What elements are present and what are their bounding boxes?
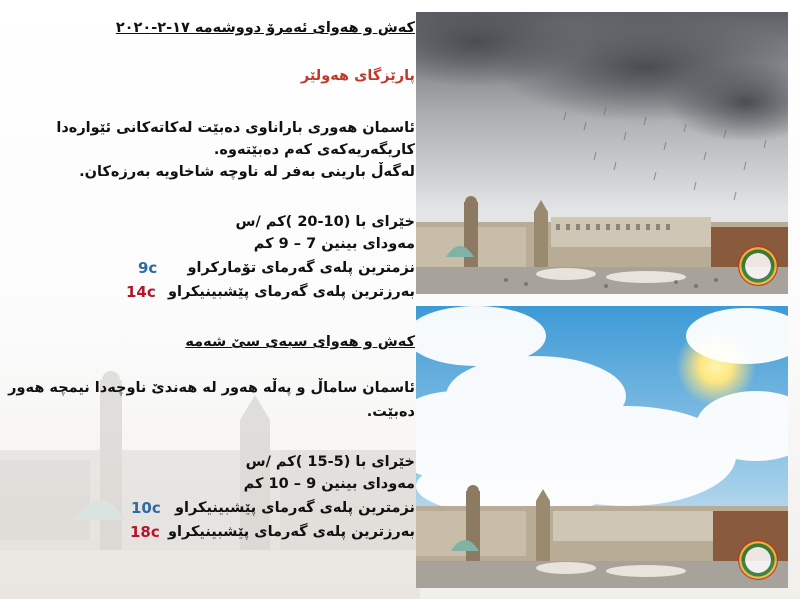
tomorrow-desc-line-1: ئاسمان ساماڵ و پەڵە هەور لە هەندێ ناوچەدا نیمچە هەور xyxy=(8,380,415,396)
tomorrow-max-label: بەرزترین پلەی گەرمای پێشبینیکراو xyxy=(168,524,415,540)
today-weather-photo xyxy=(416,12,788,294)
tomorrow-min-value: 10c xyxy=(131,499,161,517)
tomorrow-visibility: مەودای بینین 9 – 10 کم xyxy=(243,476,415,492)
tomorrow-wind: خێرای با (5-15 )کم /س xyxy=(245,454,415,470)
weather-office-logo-2 xyxy=(738,540,778,580)
tomorrow-max-value: 18c xyxy=(130,523,160,541)
weather-office-logo xyxy=(738,246,778,286)
today-wind: خێرای با (10-20 )کم /س xyxy=(235,214,415,230)
tomorrow-desc-line-2: دەبێت. xyxy=(366,404,415,420)
today-max-value: 14c xyxy=(126,283,156,301)
today-visibility: مەودای بینین 7 – 9 کم xyxy=(253,236,415,252)
today-min-value: 9c xyxy=(138,259,158,277)
today-desc-line-3: لەگەڵ بارینی بەفر لە ناوچە شاخاویە بەرزەکان. xyxy=(79,164,415,180)
tomorrow-title: کەش و هەوای سبەی سێ شەمە xyxy=(185,334,415,350)
region-title: پارێزگای هەولێر xyxy=(300,68,415,84)
today-desc-line-2: کاریگەریەکەی کەم دەبێتەوە. xyxy=(213,142,415,158)
today-desc-line-1: ئاسمان هەوری باراناوی دەبێت لەکاتەکانی ئێوارەدا xyxy=(56,120,415,136)
tomorrow-min-label: نزمترین پلەی گەرمای پێشبینیکراو xyxy=(175,500,415,516)
today-title: کەش و هەوای ئەمرۆ دووشەمە ١٧-٢-٢٠٢٠ xyxy=(115,20,415,36)
tomorrow-section xyxy=(8,0,415,599)
tomorrow-weather-photo xyxy=(416,306,788,588)
today-max-label: بەرزترین پلەی گەرمای پێشبینیکراو xyxy=(168,284,415,300)
today-min-label: نزمترین پلەی گەرمای تۆمارکراو xyxy=(187,260,415,276)
